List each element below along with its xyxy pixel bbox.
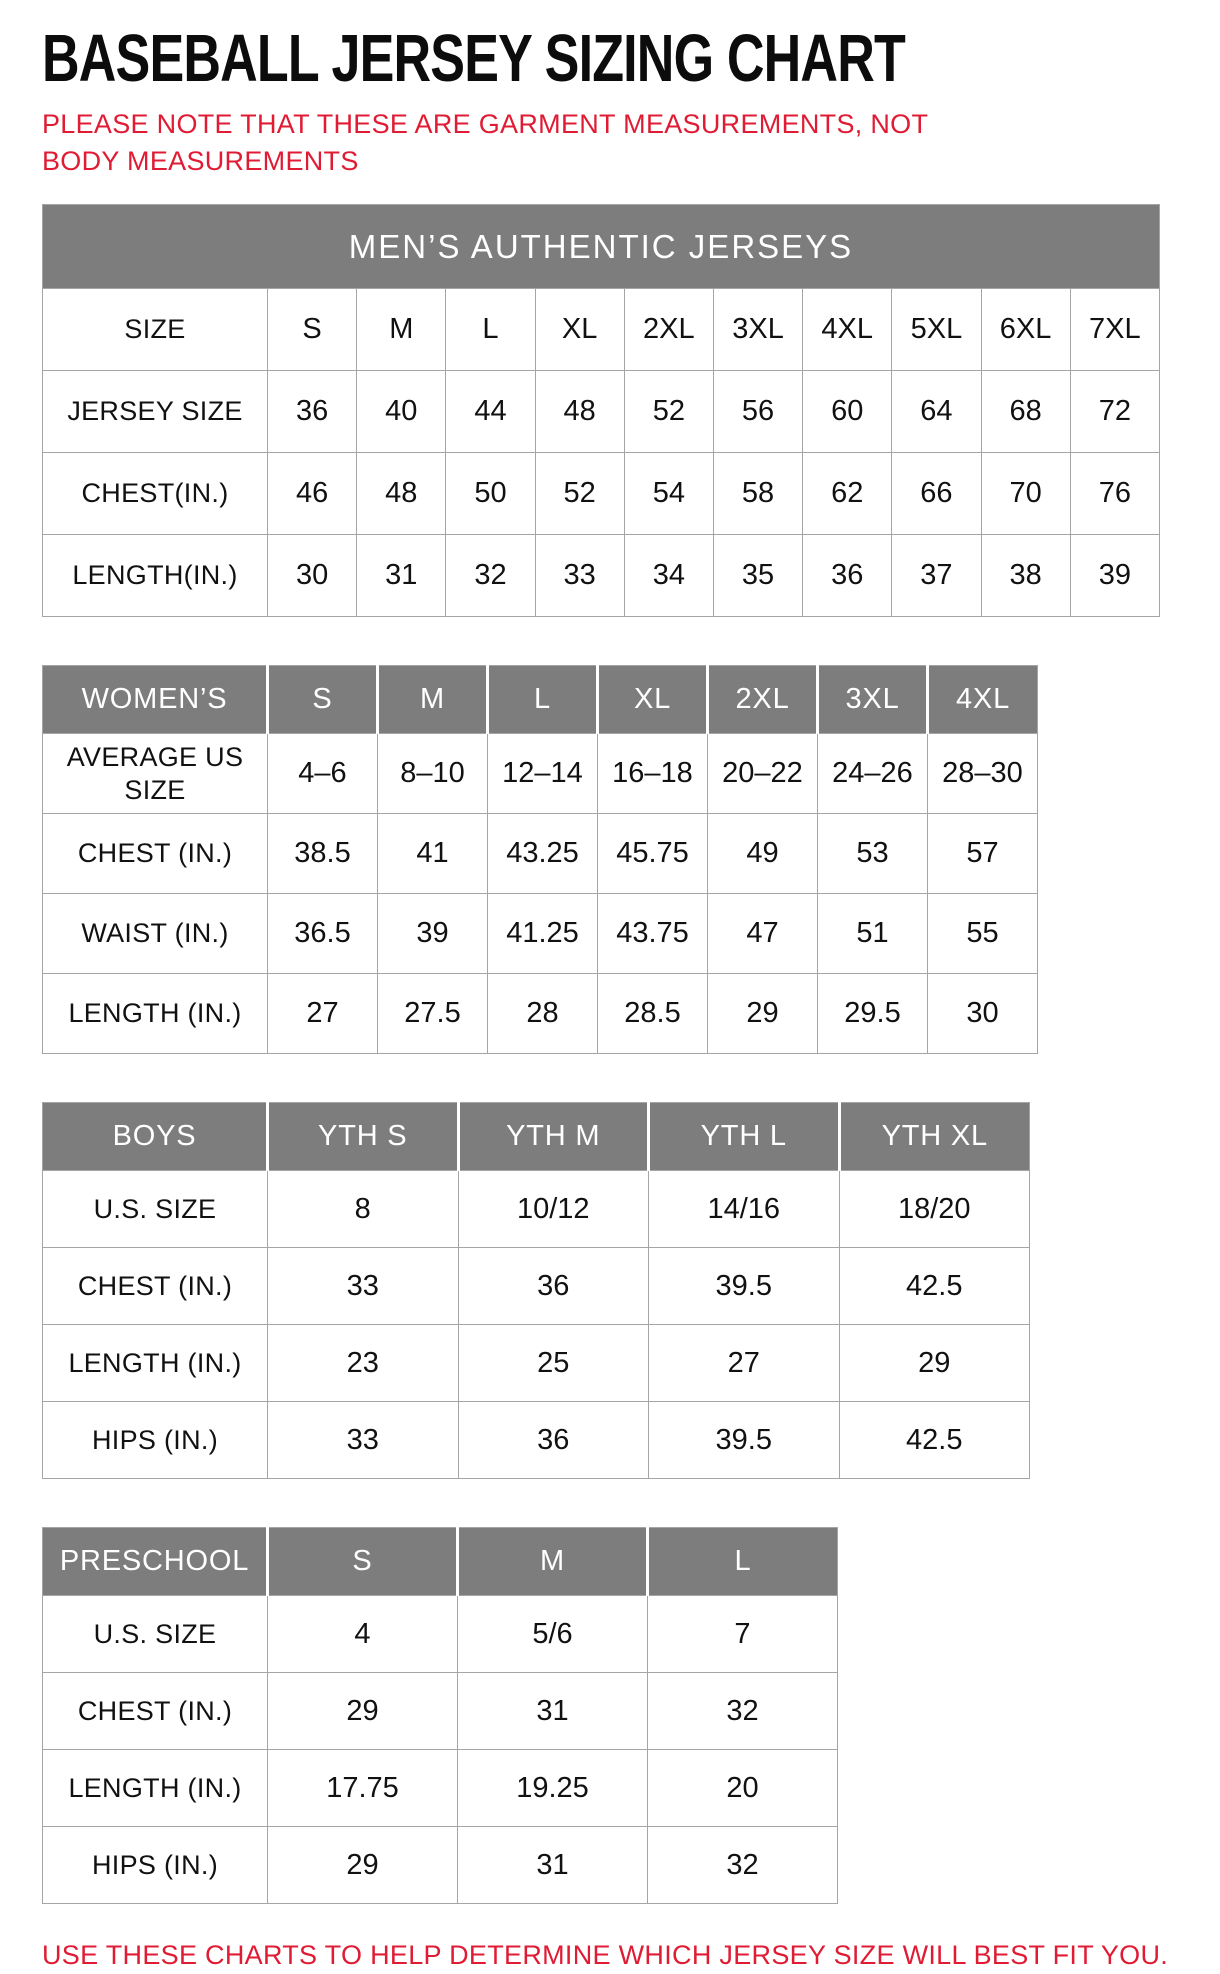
womens-header-cell: 2XL — [708, 666, 818, 734]
boys-row — [43, 1325, 1030, 1402]
womens-cell: 20–22 — [708, 734, 818, 814]
mens-cell: S — [268, 289, 357, 371]
mens-row — [43, 371, 1160, 453]
womens-cell: 36.5 — [268, 894, 378, 974]
mens-cell: 68 — [981, 371, 1070, 453]
womens-row — [43, 894, 1038, 974]
preschool-cell: 32 — [648, 1673, 838, 1750]
boys-cell: 10/12 — [458, 1171, 649, 1248]
mens-row-label: CHEST(IN.) — [43, 453, 268, 535]
womens-cell: 29 — [708, 974, 818, 1054]
mens-authentic-jerseys-table — [42, 204, 1160, 617]
womens-header-cell: 3XL — [818, 666, 928, 734]
womens-header-row — [43, 666, 1038, 734]
womens-cell: 53 — [818, 814, 928, 894]
preschool-cell: 31 — [458, 1673, 648, 1750]
boys-row — [43, 1248, 1030, 1325]
mens-cell: 38 — [981, 535, 1070, 617]
womens-row-label: WAIST (IN.) — [43, 894, 268, 974]
boys-cell: 23 — [268, 1325, 459, 1402]
mens-cell: 76 — [1070, 453, 1159, 535]
mens-cell: 36 — [268, 371, 357, 453]
preschool-cell: 19.25 — [458, 1750, 648, 1827]
mens-banner-row — [43, 205, 1160, 289]
mens-cell: 48 — [535, 371, 624, 453]
mens-cell: M — [357, 289, 446, 371]
boys-cell: 33 — [268, 1248, 459, 1325]
mens-cell: 58 — [713, 453, 802, 535]
boys-cell: 25 — [458, 1325, 649, 1402]
womens-header-cell: S — [268, 666, 378, 734]
mens-cell: 31 — [357, 535, 446, 617]
mens-cell: 37 — [892, 535, 981, 617]
mens-banner: MEN’S AUTHENTIC JERSEYS — [43, 205, 1160, 289]
mens-cell: 62 — [803, 453, 892, 535]
mens-cell: 40 — [357, 371, 446, 453]
preschool-cell: 29 — [268, 1827, 458, 1904]
boys-header-cell: YTH S — [268, 1103, 459, 1171]
boys-cell: 29 — [839, 1325, 1030, 1402]
mens-cell: 33 — [535, 535, 624, 617]
boys-header-label: BOYS — [43, 1103, 268, 1171]
mens-cell: 46 — [268, 453, 357, 535]
womens-cell: 51 — [818, 894, 928, 974]
boys-header-row — [43, 1103, 1030, 1171]
preschool-header-cell: L — [648, 1528, 838, 1596]
mens-cell: 36 — [803, 535, 892, 617]
boys-grid — [42, 1102, 1030, 1479]
boys-header-cell: YTH M — [458, 1103, 649, 1171]
preschool-row — [43, 1596, 838, 1673]
preschool-grid — [42, 1527, 838, 1904]
preschool-row-label: U.S. SIZE — [43, 1596, 268, 1673]
boys-sizing-table — [42, 1102, 1030, 1479]
womens-cell: 45.75 — [598, 814, 708, 894]
womens-header-cell: L — [488, 666, 598, 734]
mens-row-label: LENGTH(IN.) — [43, 535, 268, 617]
womens-header-cell: XL — [598, 666, 708, 734]
page-title: BASEBALL JERSEY SIZING CHART — [42, 21, 905, 97]
mens-row — [43, 289, 1160, 371]
mens-cell: 35 — [713, 535, 802, 617]
womens-header-cell: M — [378, 666, 488, 734]
mens-cell: 7XL — [1070, 289, 1159, 371]
preschool-cell: 20 — [648, 1750, 838, 1827]
womens-cell: 41.25 — [488, 894, 598, 974]
preschool-header-cell: M — [458, 1528, 648, 1596]
womens-sizing-table — [42, 665, 1038, 1054]
boys-header-cell: YTH XL — [839, 1103, 1030, 1171]
preschool-cell: 29 — [268, 1673, 458, 1750]
boys-cell: 14/16 — [649, 1171, 840, 1248]
womens-cell: 43.75 — [598, 894, 708, 974]
preschool-cell: 4 — [268, 1596, 458, 1673]
mens-cell: 6XL — [981, 289, 1070, 371]
mens-row — [43, 535, 1160, 617]
mens-cell: 72 — [1070, 371, 1159, 453]
boys-row-label: CHEST (IN.) — [43, 1248, 268, 1325]
preschool-header-label: PRESCHOOL — [43, 1528, 268, 1596]
mens-row — [43, 453, 1160, 535]
womens-row — [43, 814, 1038, 894]
womens-cell: 39 — [378, 894, 488, 974]
mens-grid — [42, 204, 1160, 617]
mens-cell: L — [446, 289, 535, 371]
preschool-cell: 31 — [458, 1827, 648, 1904]
womens-cell: 29.5 — [818, 974, 928, 1054]
womens-cell: 43.25 — [488, 814, 598, 894]
mens-cell: 32 — [446, 535, 535, 617]
mens-row-label: SIZE — [43, 289, 268, 371]
boys-cell: 33 — [268, 1402, 459, 1479]
preschool-row — [43, 1827, 838, 1904]
preschool-cell: 32 — [648, 1827, 838, 1904]
boys-cell: 18/20 — [839, 1171, 1030, 1248]
boys-row — [43, 1402, 1030, 1479]
mens-cell: 52 — [535, 453, 624, 535]
preschool-cell: 7 — [648, 1596, 838, 1673]
womens-cell: 28 — [488, 974, 598, 1054]
boys-row-label: LENGTH (IN.) — [43, 1325, 268, 1402]
mens-cell: 56 — [713, 371, 802, 453]
boys-cell: 42.5 — [839, 1402, 1030, 1479]
mens-cell: 54 — [624, 453, 713, 535]
womens-cell: 28–30 — [928, 734, 1038, 814]
mens-cell: 3XL — [713, 289, 802, 371]
preschool-cell: 5/6 — [458, 1596, 648, 1673]
mens-row-label: JERSEY SIZE — [43, 371, 268, 453]
garment-measurements-note: PLEASE NOTE THAT THESE ARE GARMENT MEASUREMENTS, NOT BODY MEASUREMENTS — [42, 109, 928, 176]
preschool-row — [43, 1750, 838, 1827]
mens-cell: 60 — [803, 371, 892, 453]
preschool-row-label: LENGTH (IN.) — [43, 1750, 268, 1827]
womens-cell: 28.5 — [598, 974, 708, 1054]
boys-cell: 36 — [458, 1248, 649, 1325]
womens-cell: 4–6 — [268, 734, 378, 814]
preschool-cell: 17.75 — [268, 1750, 458, 1827]
womens-cell: 12–14 — [488, 734, 598, 814]
mens-cell: 52 — [624, 371, 713, 453]
womens-cell: 30 — [928, 974, 1038, 1054]
mens-cell: 34 — [624, 535, 713, 617]
womens-cell: 24–26 — [818, 734, 928, 814]
womens-cell: 38.5 — [268, 814, 378, 894]
mens-cell: XL — [535, 289, 624, 371]
womens-cell: 27 — [268, 974, 378, 1054]
boys-row-label: U.S. SIZE — [43, 1171, 268, 1248]
boys-cell: 39.5 — [649, 1402, 840, 1479]
mens-cell: 50 — [446, 453, 535, 535]
boys-row-label: HIPS (IN.) — [43, 1402, 268, 1479]
boys-cell: 8 — [268, 1171, 459, 1248]
mens-cell: 44 — [446, 371, 535, 453]
boys-cell: 36 — [458, 1402, 649, 1479]
preschool-sizing-table — [42, 1527, 838, 1904]
womens-header-cell: 4XL — [928, 666, 1038, 734]
womens-row — [43, 734, 1038, 814]
womens-row-label: LENGTH (IN.) — [43, 974, 268, 1054]
womens-row-label: AVERAGE US SIZE — [43, 734, 268, 814]
mens-cell: 48 — [357, 453, 446, 535]
womens-cell: 47 — [708, 894, 818, 974]
womens-cell: 16–18 — [598, 734, 708, 814]
preschool-header-row — [43, 1528, 838, 1596]
womens-cell: 49 — [708, 814, 818, 894]
womens-cell: 8–10 — [378, 734, 488, 814]
mens-cell: 5XL — [892, 289, 981, 371]
womens-row — [43, 974, 1038, 1054]
womens-row-label: CHEST (IN.) — [43, 814, 268, 894]
mens-cell: 39 — [1070, 535, 1159, 617]
mens-cell: 66 — [892, 453, 981, 535]
preschool-row-label: HIPS (IN.) — [43, 1827, 268, 1904]
boys-cell: 39.5 — [649, 1248, 840, 1325]
womens-cell: 41 — [378, 814, 488, 894]
boys-row — [43, 1171, 1030, 1248]
footer-note: USE THESE CHARTS TO HELP DETERMINE WHICH JERSEY SIZE WILL BEST FIT YOU. — [42, 1940, 1169, 1970]
boys-cell: 42.5 — [839, 1248, 1030, 1325]
womens-header-label: WOMEN’S — [43, 666, 268, 734]
mens-cell: 64 — [892, 371, 981, 453]
womens-cell: 27.5 — [378, 974, 488, 1054]
womens-cell: 57 — [928, 814, 1038, 894]
mens-cell: 4XL — [803, 289, 892, 371]
preschool-header-cell: S — [268, 1528, 458, 1596]
preschool-row-label: CHEST (IN.) — [43, 1673, 268, 1750]
womens-grid — [42, 665, 1038, 1054]
mens-cell: 2XL — [624, 289, 713, 371]
boys-cell: 27 — [649, 1325, 840, 1402]
preschool-row — [43, 1673, 838, 1750]
womens-cell: 55 — [928, 894, 1038, 974]
boys-header-cell: YTH L — [649, 1103, 840, 1171]
mens-cell: 70 — [981, 453, 1070, 535]
mens-cell: 30 — [268, 535, 357, 617]
